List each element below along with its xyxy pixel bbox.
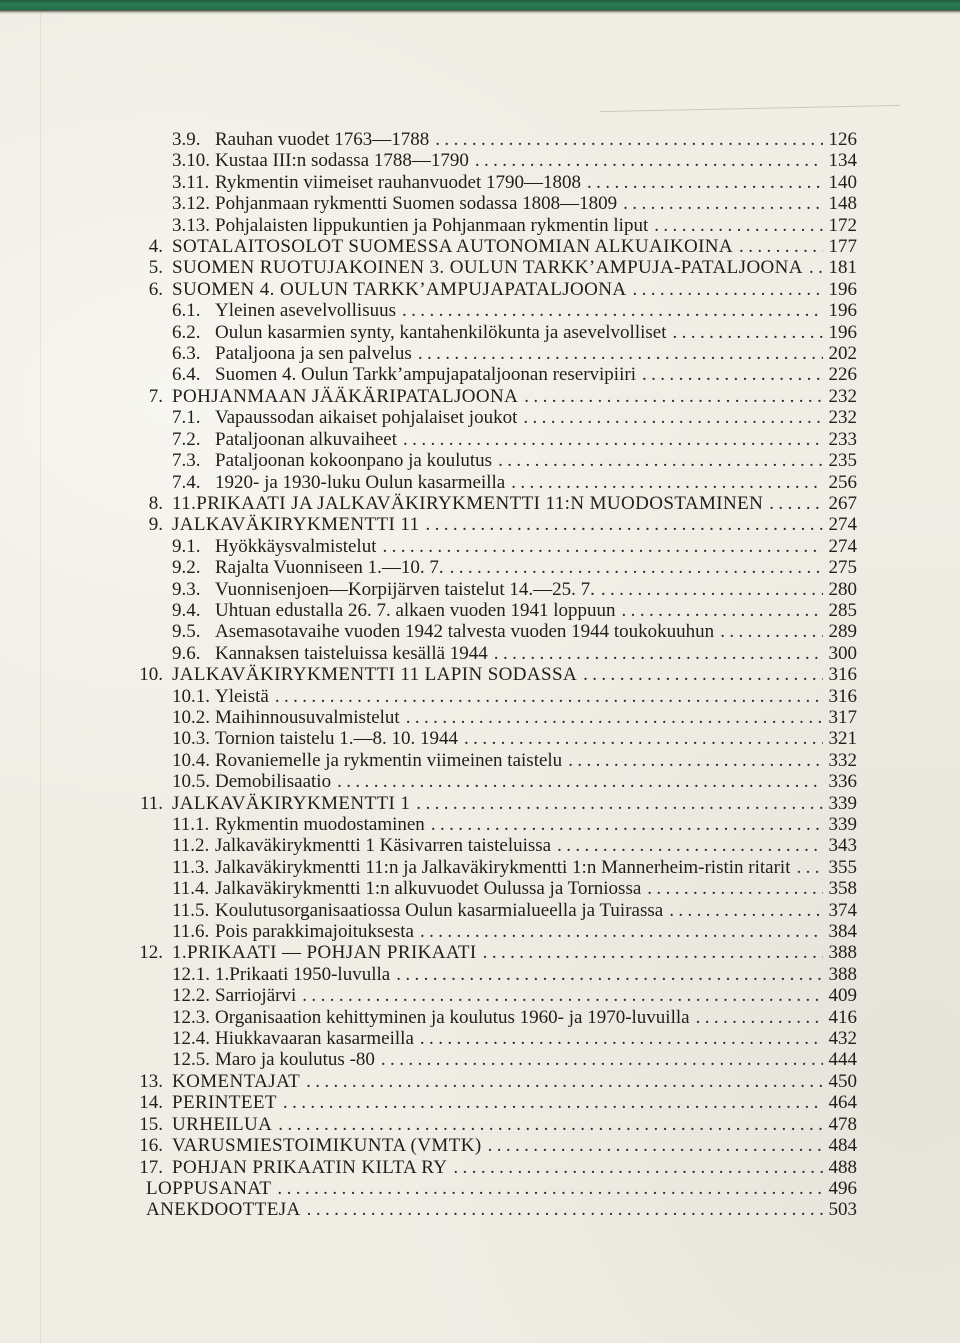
toc-row bbox=[146, 900, 857, 921]
toc-row bbox=[146, 707, 857, 728]
toc-entry-title: Pataljoonan kokoonpano ja koulutus bbox=[215, 450, 493, 472]
toc-entry-title: Rajalta Vuonniseen 1.—10. 7. bbox=[215, 557, 444, 579]
toc-entry-number: 12.4. bbox=[172, 1028, 210, 1050]
toc-entry-title: Oulun kasarmien synty, kantahenkilökunta ja asevelvolliset bbox=[215, 321, 667, 343]
toc-entry-number: 17. bbox=[139, 1156, 163, 1178]
toc-entry-page-number: 274 bbox=[828, 535, 857, 557]
leader-dots bbox=[488, 643, 823, 664]
toc-entry-title: Sarriojärvi bbox=[215, 985, 297, 1007]
toc-entry-page-number: 388 bbox=[828, 963, 857, 985]
toc-entry-page-number: 256 bbox=[828, 471, 857, 493]
leader-dots bbox=[400, 707, 823, 728]
toc-entry-page-number: 172 bbox=[828, 214, 857, 236]
toc-row bbox=[146, 771, 857, 792]
toc-row bbox=[146, 236, 857, 257]
toc-row bbox=[146, 129, 857, 150]
toc-entry-number: 12.3. bbox=[172, 1006, 210, 1028]
toc-entry-number: 7.3. bbox=[172, 450, 201, 472]
toc-entry-page-number: 232 bbox=[828, 385, 857, 407]
toc-entry-number: 10.3. bbox=[172, 728, 210, 750]
toc-entry-number: 9.1. bbox=[172, 535, 201, 557]
toc-entry-number: 3.11. bbox=[172, 171, 210, 193]
toc-entry-title: 11.PRIKAATI JA JALKAVÄKIRYKMENTTI 11:N MUODOSTAMINEN bbox=[172, 492, 764, 514]
toc-entry-number: 3.12. bbox=[172, 193, 210, 215]
toc-entry-page-number: 275 bbox=[828, 557, 857, 579]
toc-entry-title: Hiukkavaaran kasarmeilla bbox=[215, 1028, 414, 1050]
toc-entry-page-number: 332 bbox=[828, 749, 857, 771]
toc-entry-page-number: 177 bbox=[828, 236, 857, 258]
leader-dots bbox=[414, 921, 823, 942]
toc-entry-number: 3.9. bbox=[172, 129, 201, 150]
toc-entry-page-number: 355 bbox=[828, 856, 857, 878]
toc-entry-page-number: 450 bbox=[828, 1070, 857, 1092]
toc-entry-number: 10.2. bbox=[172, 706, 210, 728]
toc-entry-title: Rykmentin muodostaminen bbox=[215, 814, 425, 835]
toc-row bbox=[146, 407, 857, 428]
toc-entry-number: 14. bbox=[139, 1092, 163, 1114]
leader-dots bbox=[616, 600, 823, 621]
leader-dots bbox=[663, 900, 823, 921]
leader-dots bbox=[636, 364, 823, 385]
toc-row bbox=[146, 557, 857, 578]
toc-entry-page-number: 300 bbox=[828, 642, 857, 664]
toc-row bbox=[146, 450, 857, 471]
toc-entry-page-number: 409 bbox=[828, 985, 857, 1007]
leader-dots bbox=[518, 386, 823, 407]
toc-entry-number: 8. bbox=[148, 492, 163, 514]
toc-entry-number: 9.4. bbox=[172, 599, 201, 621]
leader-dots bbox=[397, 429, 823, 450]
toc-entry-title: Tornion taistelu 1.—8. 10. 1944 bbox=[215, 728, 459, 750]
toc-row bbox=[139, 1135, 857, 1157]
leader-dots bbox=[396, 300, 823, 321]
toc-row bbox=[146, 1199, 857, 1220]
leader-dots bbox=[803, 257, 823, 278]
leader-dots bbox=[300, 1071, 823, 1092]
toc-row bbox=[146, 921, 857, 942]
toc-row bbox=[146, 835, 857, 856]
toc-entry-page-number: 181 bbox=[828, 257, 857, 279]
toc-entry-title: Rykmentin viimeiset rauhanvuodet 1790—1808 bbox=[215, 171, 581, 193]
leader-dots bbox=[595, 579, 823, 600]
toc-entry-page-number: 384 bbox=[828, 921, 857, 943]
leader-dots bbox=[790, 857, 823, 878]
toc-entry-page-number: 488 bbox=[828, 1156, 857, 1178]
leader-dots bbox=[505, 472, 823, 493]
toc-entry-title: Asemasotavaihe vuoden 1942 talvesta vuoden 1944 toukokuuhun bbox=[215, 621, 715, 643]
toc-row bbox=[146, 322, 857, 343]
toc-entry-number: 9. bbox=[148, 514, 163, 536]
leader-dots bbox=[376, 536, 823, 557]
toc-entry-title: JALKAVÄKIRYKMENTTI 1 bbox=[172, 792, 411, 814]
toc-entry-title: Pohjalaisten lippukuntien ja Pohjanmaan rykmentin liput bbox=[215, 214, 649, 236]
toc-row bbox=[139, 664, 857, 686]
toc-entry-title: Pois parakkimajoituksesta bbox=[215, 921, 414, 943]
leader-dots bbox=[425, 814, 823, 835]
toc-entry-title: POHJAN PRIKAATIN KILTA RY bbox=[172, 1156, 448, 1178]
toc-entry-title: Yleistä bbox=[215, 685, 269, 707]
toc-entry-title: Koulutusorganisaatiossa Oulun kasarmialueella ja Tuirassa bbox=[215, 899, 664, 921]
toc-entry-number: 13. bbox=[139, 1070, 163, 1092]
leader-dots bbox=[714, 621, 823, 642]
leader-dots bbox=[617, 193, 823, 214]
toc-entry-number: 7.4. bbox=[172, 471, 201, 493]
toc-entry-number: 9.6. bbox=[172, 642, 201, 664]
leader-dots bbox=[482, 1135, 823, 1156]
leader-dots bbox=[626, 279, 823, 300]
toc-entry-title: VARUSMIESTOIMIKUNTA (VMTK) bbox=[172, 1135, 482, 1157]
toc-entry-title: LOPPUSANAT bbox=[146, 1177, 272, 1199]
toc-entry-title: Jalkaväkirykmentti 11:n ja Jalkaväkirykmentti 1:n Mannerheim-ristin ritarit bbox=[215, 856, 791, 878]
toc-row bbox=[146, 300, 857, 321]
toc-entry-page-number: 358 bbox=[828, 878, 857, 900]
toc-entry-title: Maihinnousuvalmistelut bbox=[215, 706, 400, 728]
toc-entry-number: 16. bbox=[139, 1135, 163, 1157]
toc-row bbox=[146, 472, 857, 493]
toc-row bbox=[146, 193, 857, 214]
toc-entry-page-number: 134 bbox=[828, 150, 857, 172]
toc-entry-number: 11.6. bbox=[172, 921, 210, 943]
toc-entry-number: 12.2. bbox=[172, 985, 210, 1007]
toc-row bbox=[146, 814, 857, 835]
leader-dots bbox=[414, 1028, 823, 1049]
leader-dots bbox=[331, 771, 823, 792]
leader-dots bbox=[517, 407, 823, 428]
leader-dots bbox=[410, 793, 823, 814]
leader-dots bbox=[277, 1092, 823, 1113]
leader-dots bbox=[390, 964, 823, 985]
toc-entry-title: Kustaa III:n sodassa 1788—1790 bbox=[215, 150, 469, 172]
toc-entry-title: 1920- ja 1930-luku Oulun kasarmeilla bbox=[215, 471, 506, 493]
toc-row bbox=[146, 985, 857, 1006]
toc-row bbox=[146, 429, 857, 450]
toc-row bbox=[146, 1007, 857, 1028]
toc-row bbox=[146, 600, 857, 621]
toc-entry-title: Jalkaväkirykmentti 1:n alkuvuodet Oulussa ja Torniossa bbox=[215, 878, 642, 900]
toc-row bbox=[146, 172, 857, 193]
toc-entry-title: 1.PRIKAATI — POHJAN PRIKAATI bbox=[172, 942, 477, 964]
toc-entry-number: 6.2. bbox=[172, 321, 201, 343]
leader-dots bbox=[271, 1178, 823, 1199]
toc-entry-page-number: 496 bbox=[828, 1177, 857, 1199]
toc-entry-page-number: 226 bbox=[828, 364, 857, 386]
toc-entry-number: 6. bbox=[148, 278, 163, 300]
leader-dots bbox=[375, 1049, 823, 1070]
toc-entry-title: Kannaksen taisteluissa kesällä 1944 bbox=[215, 642, 488, 664]
toc-entry-page-number: 343 bbox=[828, 835, 857, 857]
leader-dots bbox=[581, 172, 823, 193]
toc-entry-title: Rauhan vuodet 1763—1788 bbox=[215, 129, 430, 150]
toc-entry-page-number: 280 bbox=[828, 578, 857, 600]
toc-entry-title: Vuonnisenjoen—Korpijärven taistelut 14.—25. 7. bbox=[215, 578, 595, 600]
toc-row bbox=[146, 1028, 857, 1049]
leader-dots bbox=[444, 557, 823, 578]
toc-entry-page-number: 336 bbox=[828, 771, 857, 793]
toc-row bbox=[146, 857, 857, 878]
leader-dots bbox=[648, 215, 823, 236]
toc-entry-title: KOMENTAJAT bbox=[172, 1070, 301, 1092]
toc-entry-title: SUOMEN RUOTUJAKOINEN 3. OULUN TARKK’AMPUJA-PATALJOONA bbox=[172, 257, 803, 279]
toc-entry-page-number: 316 bbox=[828, 685, 857, 707]
toc-entry-number: 15. bbox=[139, 1113, 163, 1135]
leader-dots bbox=[412, 343, 823, 364]
toc-entry-title: URHEILUA bbox=[172, 1113, 273, 1135]
toc-entry-number: 11.1. bbox=[172, 814, 210, 835]
leader-dots bbox=[667, 322, 824, 343]
toc-entry-number: 12.5. bbox=[172, 1049, 210, 1071]
leader-dots bbox=[690, 1007, 823, 1028]
toc-row bbox=[146, 1178, 857, 1199]
toc-entry-page-number: 316 bbox=[828, 664, 857, 686]
toc-row bbox=[146, 964, 857, 985]
toc-entry-title: Uhtuan edustalla 26. 7. alkaen vuoden 1941 loppuun bbox=[215, 599, 616, 621]
toc-entry-page-number: 317 bbox=[828, 706, 857, 728]
toc-row bbox=[146, 878, 857, 899]
toc-entry-number: 10.1. bbox=[172, 685, 210, 707]
toc-entry-number: 11. bbox=[139, 792, 163, 814]
leader-dots bbox=[296, 985, 823, 1006]
scan-artifact-line bbox=[600, 105, 900, 112]
toc-entry-title: Pohjanmaan rykmentti Suomen sodassa 1808—1809 bbox=[215, 193, 618, 215]
toc-entry-title: SOTALAITOSOLOT SUOMESSA AUTONOMIAN ALKUAIKOINA bbox=[172, 236, 734, 258]
toc-row bbox=[146, 579, 857, 600]
leader-dots bbox=[477, 942, 823, 963]
toc-entry-number: 10.5. bbox=[172, 771, 210, 793]
toc-entry-title: Vapaussodan aikaiset pohjalaiset joukot bbox=[215, 407, 518, 429]
toc-entry-number: 12.1. bbox=[172, 963, 210, 985]
toc-entry-page-number: 148 bbox=[828, 193, 857, 215]
toc-entry-page-number: 321 bbox=[828, 728, 857, 750]
toc-entry-page-number: 432 bbox=[828, 1028, 857, 1050]
toc-row bbox=[146, 279, 857, 300]
toc-row bbox=[139, 1113, 857, 1135]
toc-entry-number: 6.3. bbox=[172, 343, 201, 365]
toc-entry-page-number: 478 bbox=[828, 1113, 857, 1135]
toc-row bbox=[146, 343, 857, 364]
toc-entry-title: POHJANMAAN JÄÄKÄRIPATALJOONA bbox=[172, 385, 519, 407]
toc-row bbox=[146, 257, 857, 278]
toc-entry-page-number: 484 bbox=[828, 1135, 857, 1157]
toc-entry-page-number: 233 bbox=[828, 428, 857, 450]
leader-dots bbox=[429, 129, 823, 150]
toc-row bbox=[139, 1092, 857, 1114]
toc-entry-title: JALKAVÄKIRYKMENTTI 11 bbox=[172, 514, 420, 536]
toc-entry-number: 11.3. bbox=[172, 856, 210, 878]
toc-row bbox=[146, 686, 857, 707]
leader-dots bbox=[269, 686, 823, 707]
leader-dots bbox=[419, 514, 823, 535]
leader-dots bbox=[577, 664, 823, 685]
toc-row bbox=[146, 150, 857, 171]
toc-entry-page-number: 388 bbox=[828, 942, 857, 964]
toc-entry-number: 10. bbox=[139, 664, 163, 686]
toc-entry-number: 11.5. bbox=[172, 899, 210, 921]
toc-entry-title: SUOMEN 4. OULUN TARKK’AMPUJAPATALJOONA bbox=[172, 278, 627, 300]
toc-entry-number: 7.1. bbox=[172, 407, 201, 429]
leader-dots bbox=[763, 493, 823, 514]
toc-entry-page-number: 196 bbox=[828, 278, 857, 300]
leader-dots bbox=[458, 728, 823, 749]
leader-dots bbox=[301, 1199, 823, 1220]
toc-entry-title: Pataljoona ja sen palvelus bbox=[215, 343, 412, 365]
toc-row bbox=[146, 493, 857, 514]
toc-entry-title: Suomen 4. Oulun Tarkk’ampujapataljoonan reservipiiri bbox=[215, 364, 636, 386]
toc-entry-number: 7. bbox=[148, 385, 163, 407]
leader-dots bbox=[492, 450, 823, 471]
toc-row bbox=[146, 514, 857, 535]
toc-entry-title: Hyökkäysvalmistelut bbox=[215, 535, 377, 557]
toc-entry-page-number: 196 bbox=[828, 300, 857, 322]
toc-row bbox=[146, 728, 857, 749]
toc-entry-number: 7.2. bbox=[172, 428, 201, 450]
toc-entry-number: 4. bbox=[148, 236, 163, 258]
toc-entry-title: Demobilisaatio bbox=[215, 771, 332, 793]
page-edge-shadow bbox=[0, 10, 960, 14]
toc-entry-title: Pataljoonan alkuvaiheet bbox=[215, 428, 398, 450]
toc-entry-number: 3.13. bbox=[172, 214, 210, 236]
toc-entry-page-number: 374 bbox=[828, 899, 857, 921]
leader-dots bbox=[469, 150, 823, 171]
leader-dots bbox=[447, 1157, 823, 1178]
toc-row bbox=[146, 750, 857, 771]
toc-entry-page-number: 235 bbox=[828, 450, 857, 472]
toc-entry-number: 6.1. bbox=[172, 300, 201, 322]
toc-row bbox=[139, 942, 857, 964]
toc-entry-page-number: 126 bbox=[828, 129, 857, 150]
toc-row bbox=[146, 364, 857, 385]
toc-entry-page-number: 339 bbox=[828, 814, 857, 835]
toc-row bbox=[139, 792, 857, 814]
toc-entry-page-number: 202 bbox=[828, 343, 857, 365]
leader-dots bbox=[733, 236, 823, 257]
toc-entry-title: Maro ja koulutus -80 bbox=[215, 1049, 375, 1071]
toc-row bbox=[146, 643, 857, 664]
toc-entry-number: 11.4. bbox=[172, 878, 210, 900]
toc-entry-page-number: 140 bbox=[828, 171, 857, 193]
toc-entry-title: Yleinen asevelvollisuus bbox=[215, 300, 396, 322]
toc-entry-number: 12. bbox=[139, 942, 163, 964]
toc-entry-number: 6.4. bbox=[172, 364, 201, 386]
toc-entry-title: PERINTEET bbox=[172, 1092, 277, 1114]
leader-dots bbox=[551, 835, 823, 856]
toc-entry-page-number: 416 bbox=[828, 1006, 857, 1028]
toc-row bbox=[146, 1049, 857, 1070]
toc-entry-page-number: 285 bbox=[828, 599, 857, 621]
toc-row bbox=[146, 621, 857, 642]
toc-entry-number: 9.5. bbox=[172, 621, 201, 643]
toc-entry-title: 1.Prikaati 1950-luvulla bbox=[215, 963, 391, 985]
book-cover-edge bbox=[0, 0, 960, 10]
leader-dots bbox=[272, 1114, 823, 1135]
toc-entry-page-number: 464 bbox=[828, 1092, 857, 1114]
toc-row bbox=[146, 215, 857, 236]
toc-entry-page-number: 267 bbox=[828, 492, 857, 514]
toc-entry-number: 5. bbox=[148, 257, 163, 279]
toc-row bbox=[139, 1156, 857, 1178]
toc-entry-page-number: 339 bbox=[828, 792, 857, 814]
toc-entry-title: Organisaation kehittyminen ja koulutus 1960- ja 1970-luvuilla bbox=[215, 1006, 690, 1028]
toc-entry-number: 9.2. bbox=[172, 557, 201, 579]
toc-entry-number: 3.10. bbox=[172, 150, 210, 172]
toc-entry-title: ANEKDOOTTEJA bbox=[146, 1199, 301, 1221]
toc-entry-page-number: 232 bbox=[828, 407, 857, 429]
toc-entry-title: Rovaniemelle ja rykmentin viimeinen taistelu bbox=[215, 749, 563, 771]
toc-entry-page-number: 444 bbox=[828, 1049, 857, 1071]
toc-row bbox=[146, 536, 857, 557]
toc-entry-page-number: 503 bbox=[828, 1199, 857, 1221]
toc-row bbox=[146, 386, 857, 407]
toc-entry-page-number: 289 bbox=[828, 621, 857, 643]
table-of-contents bbox=[0, 129, 960, 1221]
leader-dots bbox=[562, 750, 823, 771]
toc-entry-title: Jalkaväkirykmentti 1 Käsivarren taisteluissa bbox=[215, 835, 552, 857]
leader-dots bbox=[641, 878, 823, 899]
toc-entry-number: 10.4. bbox=[172, 749, 210, 771]
toc-entry-number: 9.3. bbox=[172, 578, 201, 600]
toc-entry-title: JALKAVÄKIRYKMENTTI 11 LAPIN SODASSA bbox=[172, 664, 578, 686]
toc-entry-page-number: 274 bbox=[828, 514, 857, 536]
toc-entry-number: 11.2. bbox=[172, 835, 210, 857]
toc-entry-page-number: 196 bbox=[828, 321, 857, 343]
toc-row bbox=[139, 1070, 857, 1092]
